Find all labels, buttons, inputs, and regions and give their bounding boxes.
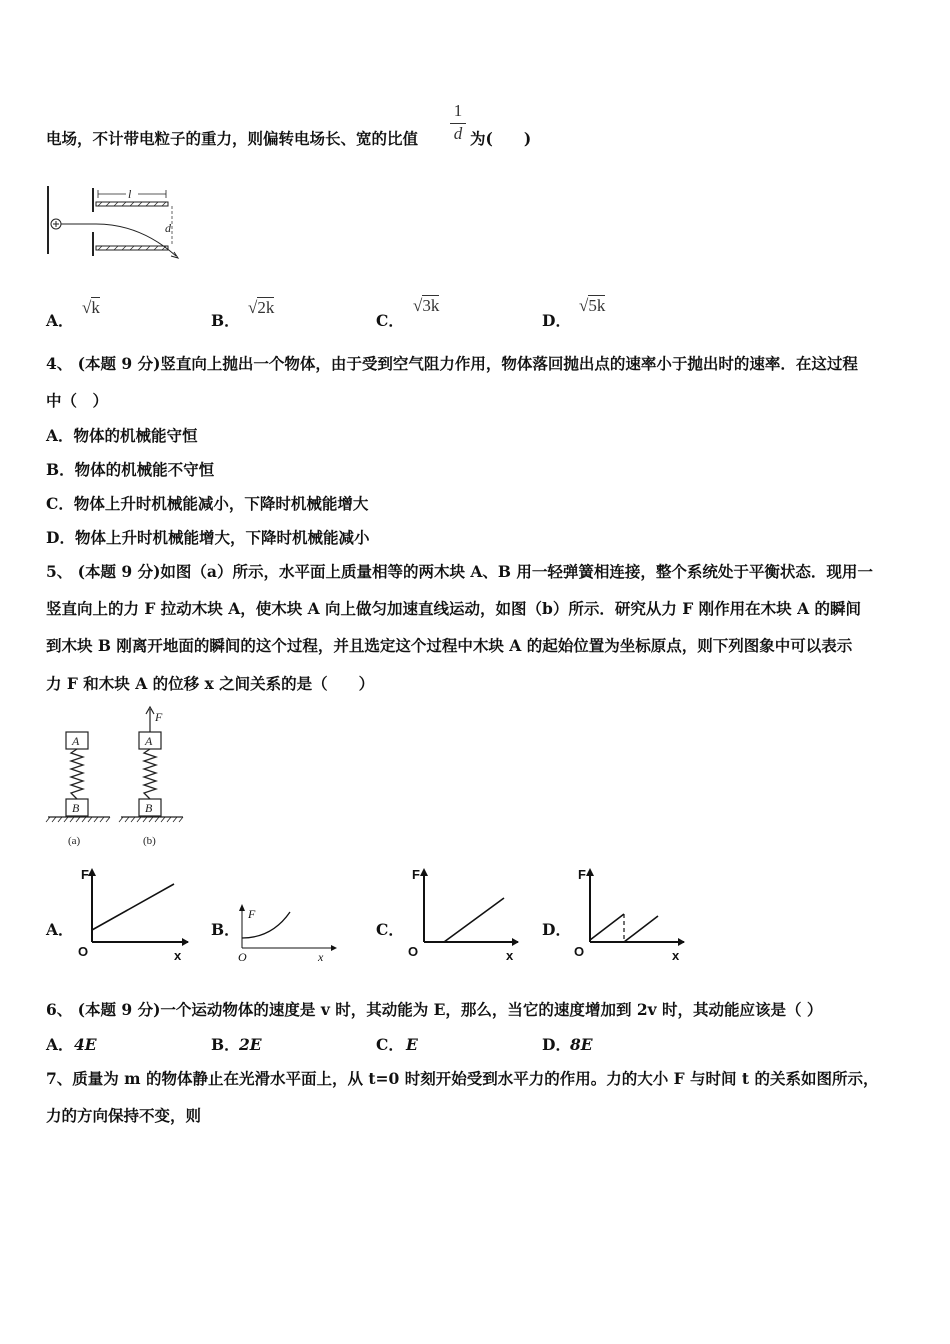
graph-b-x-label: x [318,950,324,964]
block-a-left-label: A [72,734,80,748]
q4-option-d: D．物体上升时机械能增大，下降时机械能减小 [46,528,370,547]
q6-option-d-value: 8E [570,1035,593,1054]
q5-stem-line3: 到木块 B 刚离开地面的瞬间的这个过程，并且选定这个过程中木块 A 的起始位置为坐标原点，则下列图象中可以表示 [46,636,853,655]
q3-option-c-label: C． [376,311,404,330]
q5-option-d-label: D． [542,920,571,939]
q3-option-a-label: A． [46,311,74,330]
q6-option-b-value: 2E [239,1035,262,1054]
q3-option-d-value: 5k [588,296,606,315]
q4-stem-line2: 中（ ） [46,391,109,410]
q5-option-a-label: A． [46,920,74,939]
q6-stem: 6、 (本题 9 分)一个运动物体的速度是 v 时，其动能为 E，那么，当它的速度增加到 2v 时，其动能应该是（ ） [46,1000,823,1019]
gap-label: d [165,221,171,235]
spring-blocks-figure [44,704,204,852]
q3-option-c-value: 3k [422,296,440,315]
q3-text: 电场，不计带电粒子的重力，则偏转电场长、宽的比值 [46,129,419,148]
block-b-right-label: B [145,801,153,815]
graph-a-y-label: F [81,867,89,882]
q5-graph-a [72,862,192,966]
caption-a: (a) [68,835,81,847]
graph-b-origin: O [238,950,247,964]
q5-stem-line2: 竖直向上的力 F 拉动木块 A，使木块 A 向上做匀加速直线运动，如图（b）所示．研究从力 F 刚作用在木块 A 的瞬间 [46,599,861,618]
q3-option-b-sqrt: √2k [248,298,275,317]
q6-option-d-label: D． [542,1035,571,1054]
q5-graph-b [232,898,342,966]
graph-d-origin: O [574,944,585,959]
graph-b-y-label: F [248,907,256,921]
q7-stem-line1: 7、质量为 m 的物体静止在光滑水平面上，从 t=0 时刻开始受到水平力的作用。力的大小 F 与时间 t 的关系如图所示， [46,1069,879,1088]
graph-a-origin: O [78,944,89,959]
block-a-right-label: A [145,734,153,748]
q4-option-c: C．物体上升时机械能减小，下降时机械能增大 [46,494,369,513]
q3-option-d-sqrt: √5k [579,296,606,315]
force-label: F [155,710,163,724]
q3-suffix: 为( ) [470,129,532,148]
q4-stem-line1: 4、 (本题 9 分)竖直向上抛出一个物体，由于受到空气阻力作用，物体落回抛出点的速率小于抛出时的速率．在这过程 [46,354,858,373]
q3-option-b-value: 2k [257,298,275,317]
q3-option-a-sqrt: √k [82,298,100,317]
q6-option-b-label: B． [211,1035,240,1054]
q5-graph-c [404,862,524,966]
q5-graph-d [570,862,690,966]
q5-stem-line4: 力 F 和木块 A 的位移 x 之间关系的是（ ） [46,674,375,693]
q5-option-c-label: C． [376,920,404,939]
q4-option-b: B．物体的机械能不守恒 [46,460,215,479]
graph-c-y-label: F [412,867,420,882]
graph-a-x-label: x [174,948,182,963]
q5-option-b-label: B． [211,920,240,939]
fraction-numerator: 1 [453,101,463,120]
q6-option-c-value: E [406,1035,418,1054]
graph-d-y-label: F [578,867,586,882]
q6-option-c-label: C． [376,1035,404,1054]
graph-c-origin: O [408,944,419,959]
q4-option-a: A．物体的机械能守恒 [46,426,198,445]
q3-option-d-label: D． [542,311,571,330]
q3-option-b-label: B． [211,311,240,330]
q3-option-a-value: k [91,298,100,317]
q7-stem-line2: 力的方向保持不变，则 [46,1106,202,1125]
fraction-denominator: d [453,124,463,143]
q6-option-a-label: A． [46,1035,74,1054]
q6-option-a-value: 4E [74,1035,97,1054]
length-label: l [128,187,132,201]
q5-stem-line1: 5、 (本题 9 分)如图（a）所示，水平面上质量相等的两木块 A、B 用一轻弹簧相连接，整个系统处于平衡状态．现用一 [46,562,873,581]
q3-option-c-sqrt: √3k [413,296,440,315]
graph-c-x-label: x [506,948,514,963]
caption-b: (b) [143,835,156,847]
graph-d-x-label: x [672,948,680,963]
deflection-field-diagram [40,180,190,260]
block-b-left-label: B [72,801,80,815]
